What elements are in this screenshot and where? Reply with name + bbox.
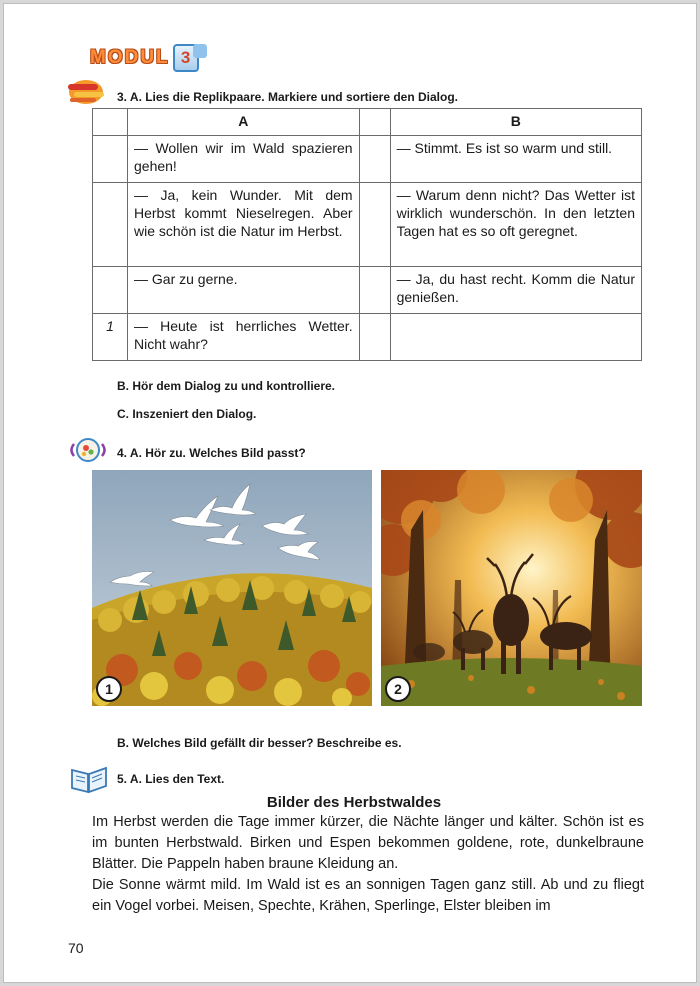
replica-a: — Ja, kein Wunder. Mit dem Herbst kommt Nieselregen. Aber wie schön ist die Natur im Herbst. <box>128 183 360 267</box>
module-number: 3 <box>173 44 199 72</box>
replica-a: — Wollen wir im Wald spazieren gehen! <box>128 136 360 183</box>
task4-part-b: B. Welches Bild gefällt dir besser? Beschreibe es. <box>117 736 402 750</box>
task3-part-c: C. Inszeniert den Dialog. <box>117 407 257 421</box>
order-cell[interactable] <box>93 136 128 183</box>
replica-b <box>390 314 641 361</box>
reading-text-body <box>92 812 644 917</box>
order-cell-b[interactable] <box>359 183 390 267</box>
order-cell-b[interactable] <box>359 314 390 361</box>
picture-number-1: 1 <box>96 676 122 702</box>
forest-deer-picture[interactable] <box>381 470 642 706</box>
replica-b: — Ja, du hast recht. Komm die Natur genießen. <box>390 267 641 314</box>
order-cell[interactable]: 1 <box>93 314 128 361</box>
reading-book-icon <box>68 762 110 794</box>
table-row <box>93 136 642 183</box>
column-a-header: A <box>128 109 360 136</box>
page-number: 70 <box>68 940 84 956</box>
replica-b: — Warum denn nicht? Das Wetter ist wirklich wunderschön. In den letzten Tagen hat es so oft geregnet. <box>390 183 641 267</box>
order-cell[interactable] <box>93 183 128 267</box>
listening-task-icon <box>66 436 110 464</box>
forest-deer-illustration <box>381 470 642 706</box>
module-label: MODUL <box>90 47 170 68</box>
order-cell[interactable] <box>93 267 128 314</box>
table-row <box>93 183 642 267</box>
column-b-header: B <box>390 109 641 136</box>
order-cell-b[interactable] <box>359 267 390 314</box>
table-row <box>93 314 642 361</box>
module-badge <box>90 44 207 72</box>
replica-a: — Gar zu gerne. <box>128 267 360 314</box>
autumn-hill-swans-picture[interactable] <box>92 470 372 706</box>
textbook-page <box>3 3 697 983</box>
order-cell-b[interactable] <box>359 136 390 183</box>
module-decoration <box>193 44 207 58</box>
reading-paragraph-2: Die Sonne wärmt mild. Im Wald ist es an sonnigen Tagen ganz still. Ab und zu fliegt ein Vogel vorbei. Meisen, Spechte, Krähen, Sperlinge, Elster bleiben im <box>92 877 644 914</box>
autumn-hill-swans-illustration <box>92 470 372 706</box>
reading-text-title: Bilder des Herbstwaldes <box>266 794 442 811</box>
writing-task-icon <box>64 78 108 108</box>
replica-b: — Stimmt. Es ist so warm und still. <box>390 136 641 183</box>
picture-number-2: 2 <box>385 676 411 702</box>
task4-heading: 4. A. Hör zu. Welches Bild passt? <box>117 446 306 460</box>
reading-paragraph-1: Im Herbst werden die Tage immer kürzer, die Nächte länger und kälter. Schön ist es im bunten Herbstwald. Birken und Espen bekommen goldene, rote, dunkelbraune Blätter. Die Pappeln haben braune Kleidung an. <box>92 814 644 872</box>
task5-heading: 5. A. Lies den Text. <box>117 772 225 786</box>
task3-part-b: B. Hör dem Dialog zu und kontrolliere. <box>117 379 336 393</box>
task3-heading: 3. A. Lies die Replikpaare. Markiere und sortiere den Dialog. <box>117 90 458 104</box>
replica-a: — Heute ist herrliches Wetter. Nicht wahr? <box>128 314 360 361</box>
table-row <box>93 267 642 314</box>
dialog-table <box>92 108 642 361</box>
